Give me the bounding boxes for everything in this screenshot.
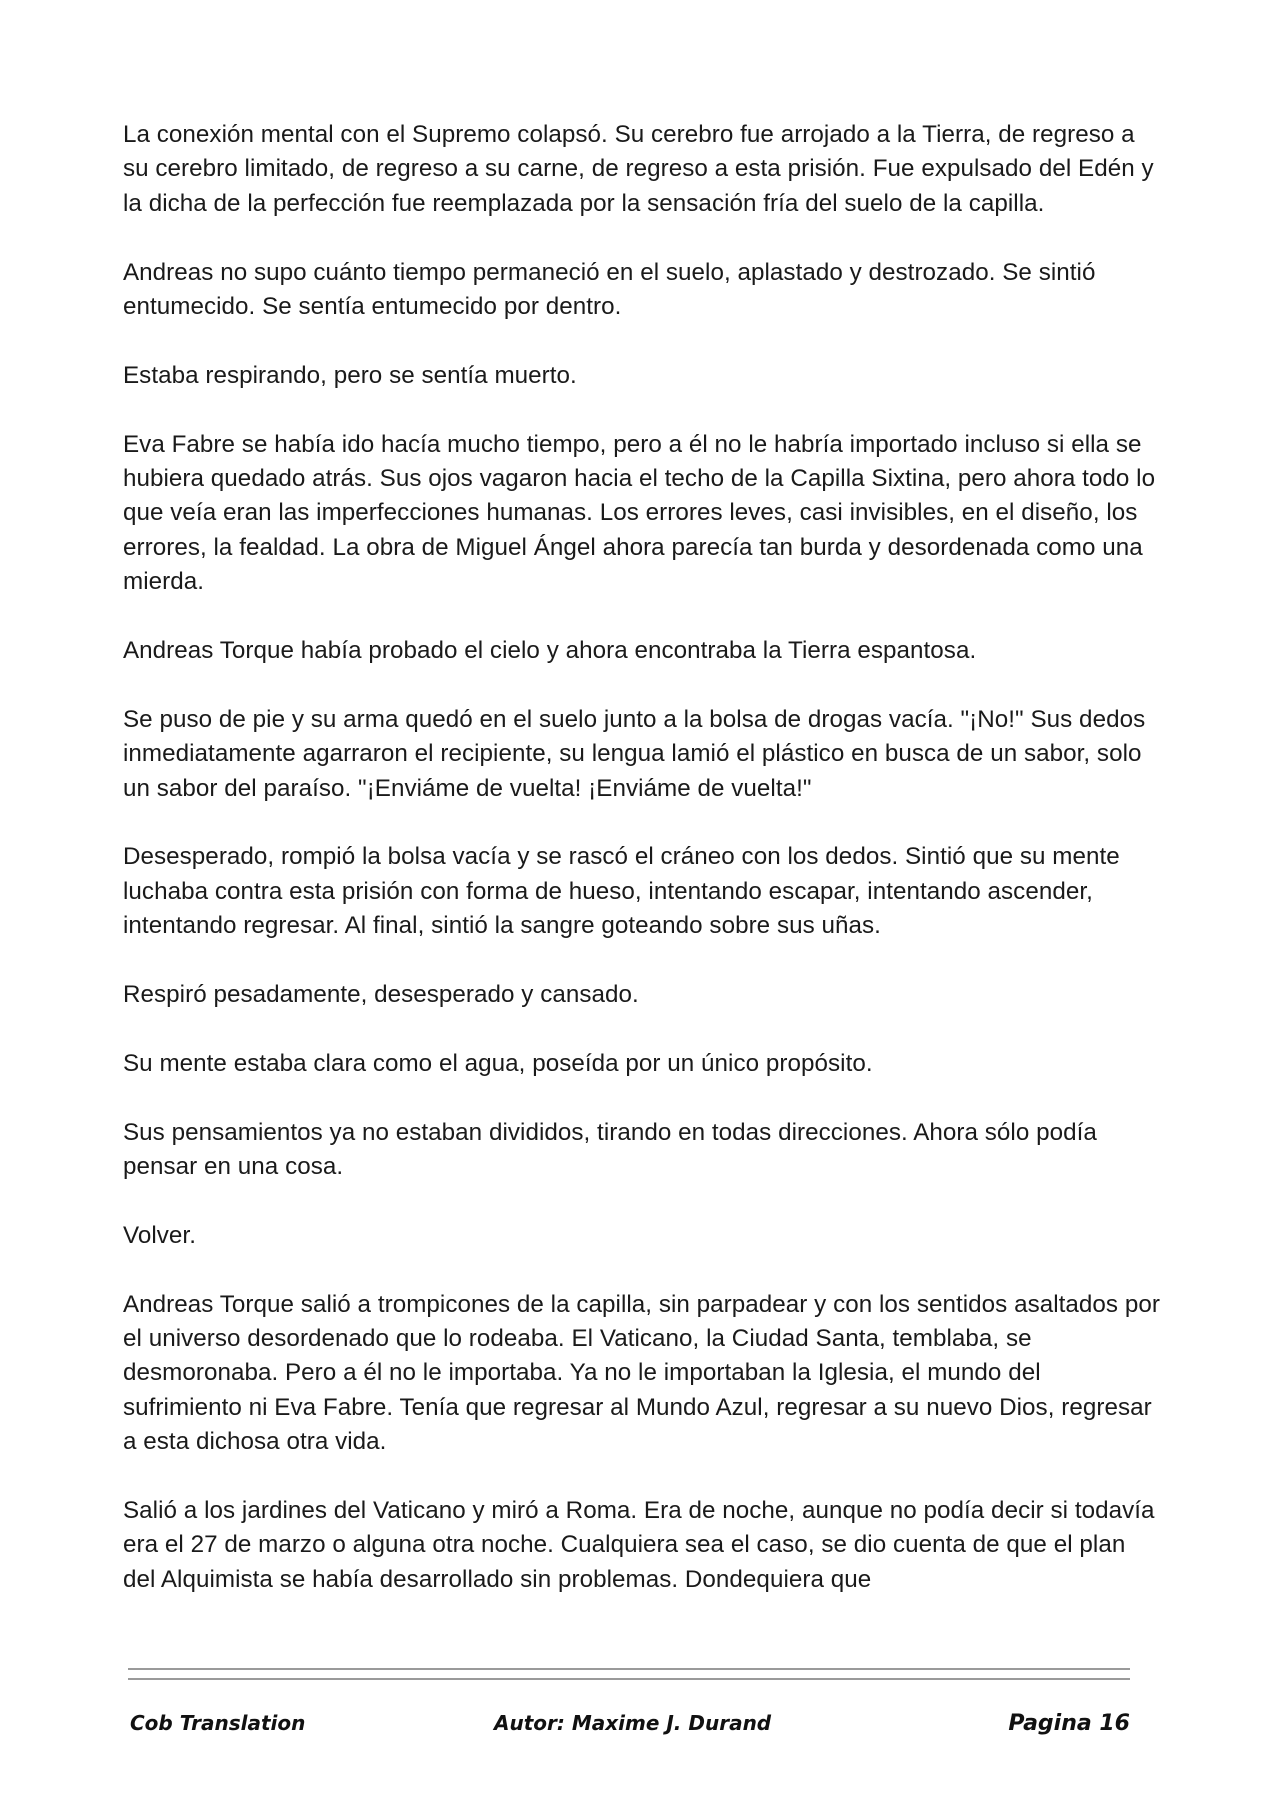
paragraph: Respiró pesadamente, desesperado y cansado. — [123, 981, 639, 1009]
page-body — [123, 118, 1163, 1632]
paragraph: Andreas Torque había probado el cielo y ahora encontraba la Tierra espantosa. — [123, 637, 977, 665]
paragraph: Volver. — [123, 1221, 196, 1249]
paragraph: Se puso de pie y su arma quedó en el suelo junto a la bolsa de drogas vacía. "¡No!" Sus dedos inmediatamente agarraron el recipiente, su lengua lamió el plástico en busca de un sabor, solo un sabor del paraíso. "¡Enviáme de vuelta! ¡Enviáme de vuelta!" — [123, 705, 1146, 802]
paragraph: Andreas no supo cuánto tiempo permaneció en el suelo, aplastado y destrozado. Se sintió entumecido. Se sentía entumecido por dentro. — [123, 258, 1096, 321]
paragraph: Desesperado, rompió la bolsa vacía y se rascó el cráneo con los dedos. Sintió que su mente luchaba contra esta prisión con forma de hueso, intentando escapar, intentando ascender, intentando regresar. Al final, sintió la sangre goteando sobre sus uñas. — [123, 843, 1120, 940]
paragraph: Eva Fabre se había ido hacía mucho tiempo, pero a él no le habría importado incluso si ella se hubiera quedado atrás. Sus ojos vagaron hacia el techo de la Capilla Sixtina, pero ahora todo lo que veía eran las imperfecciones humanas. Los errores leves, casi invisibles, en el diseño, los errores, la fealdad. La obra de Miguel Ángel ahora parecía tan burda y desordenada como una mierda. — [123, 430, 1156, 596]
footer-divider-top — [128, 1668, 1130, 1670]
paragraph: Estaba respirando, pero se sentía muerto. — [123, 361, 577, 389]
paragraph: Su mente estaba clara como el agua, poseída por un único propósito. — [123, 1049, 873, 1077]
paragraph: Sus pensamientos ya no estaban divididos, tirando en todas direcciones. Ahora sólo podía pensar en una cosa. — [123, 1118, 1097, 1181]
footer-author: Autor: Maxime J. Durand — [494, 1711, 772, 1735]
paragraph: Andreas Torque salió a trompicones de la capilla, sin parpadear y con los sentidos asaltados por el universo desordenado que lo rodeaba. El Vaticano, la Ciudad Santa, temblaba, se desmoronaba. Pero a él no le importaba. Ya no le importaban la Iglesia, el mundo del sufrimiento ni Eva Fabre. Tenía que regresar al Mundo Azul, regresar a su nuevo Dios, regresar a esta dichosa otra vida. — [123, 1290, 1160, 1456]
page-footer — [130, 1711, 1130, 1745]
paragraph: La conexión mental con el Supremo colapsó. Su cerebro fue arrojado a la Tierra, de regreso a su cerebro limitado, de regreso a su carne, de regreso a esta prisión. Fue expulsado del Edén y la dicha de la perfección fue reemplazada por la sensación fría del suelo de la capilla. — [123, 121, 1154, 217]
footer-page-number: Pagina 16 — [1008, 1711, 1130, 1736]
paragraph: Salió a los jardines del Vaticano y miró a Roma. Era de noche, aunque no podía decir si todavía era el 27 de marzo o alguna otra noche. Cualquiera sea el caso, se dio cuenta de que el plan del Alquimista se había desarrollado sin problemas. Dondequiera que — [123, 1497, 1155, 1593]
footer-divider-bottom — [128, 1678, 1130, 1680]
footer-translator: Cob Translation — [130, 1711, 306, 1735]
